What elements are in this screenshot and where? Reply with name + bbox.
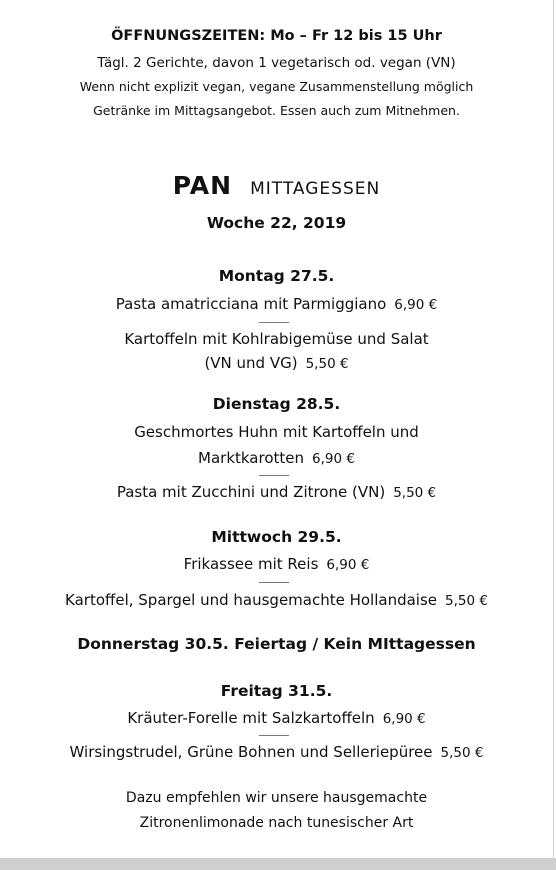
dish-separator (259, 582, 289, 583)
dish-name: Frikassee mit Reis (183, 555, 319, 573)
dish-separator (259, 475, 289, 476)
dish-price: 5,50 € (393, 485, 437, 501)
dish-item (0, 295, 553, 313)
dish-price: 5,50 € (305, 356, 349, 372)
dish-item (0, 483, 553, 501)
menu-subtitle: MITTAGESSEN (250, 179, 381, 199)
dish-name: Kräuter-Forelle mit Salzkartoffeln (127, 709, 375, 727)
dish-name: Geschmortes Huhn mit Kartoffeln und (134, 423, 419, 441)
vegan-note: Wenn nicht explizit vegan, vegane Zusammenstellung möglich (79, 79, 474, 94)
dish-separator (259, 322, 289, 323)
dish-name: Marktkarotten (198, 449, 305, 467)
menu-title (0, 171, 553, 200)
dish-name: (VN und VG) (204, 354, 298, 372)
dish-name: Pasta mit Zucchini und Zitrone (VN) (116, 483, 386, 501)
daily-dishes-note: Tägl. 2 Gerichte, davon 1 vegetarisch od. vegan (VN) (97, 55, 456, 71)
dish-separator (259, 735, 289, 736)
day-heading: Dienstag 28.5. (212, 395, 341, 413)
day-heading: Freitag 31.5. (220, 682, 333, 700)
opening-hours: ÖFFNUNGSZEITEN: Mo – Fr 12 bis 15 Uhr (111, 28, 442, 44)
brand-name: PAN (172, 171, 233, 200)
drinks-note: Getränke im Mittagsangebot. Essen auch zum Mitnehmen. (93, 103, 460, 118)
dish-price: 6,90 € (326, 557, 370, 573)
dish-item (0, 555, 553, 573)
holiday-heading: Donnerstag 30.5. Feiertag / Kein MIttagessen (77, 635, 476, 653)
day-heading: Montag 27.5. (218, 267, 335, 285)
dish-item (0, 449, 553, 467)
dish-name: Kartoffel, Spargel und hausgemachte Hollandaise (65, 591, 438, 609)
day-heading: Mittwoch 29.5. (211, 528, 342, 546)
dish-price: 5,50 € (440, 745, 484, 761)
footer-recommendation: Dazu empfehlen wir unsere hausgemachte (125, 790, 428, 806)
dish-name: Wirsingstrudel, Grüne Bohnen und Selleriepüree (69, 743, 433, 761)
dish-price: 6,90 € (394, 297, 438, 313)
dish-name: Kartoffeln mit Kohlrabigemüse und Salat (124, 330, 429, 348)
dish-item (0, 354, 553, 372)
dish-item (0, 709, 553, 727)
week-label: Woche 22, 2019 (206, 214, 347, 232)
dish-item (0, 743, 553, 761)
dish-item (0, 591, 553, 609)
footer-recommendation-2: Zitronenlimonade nach tunesischer Art (139, 815, 414, 831)
page-bottom-border (0, 858, 556, 870)
dish-price: 6,90 € (382, 711, 426, 727)
dish-price: 6,90 € (312, 451, 355, 467)
dish-name: Pasta amatricciana mit Parmiggiano (115, 295, 387, 313)
dish-price: 5,50 € (445, 593, 488, 609)
